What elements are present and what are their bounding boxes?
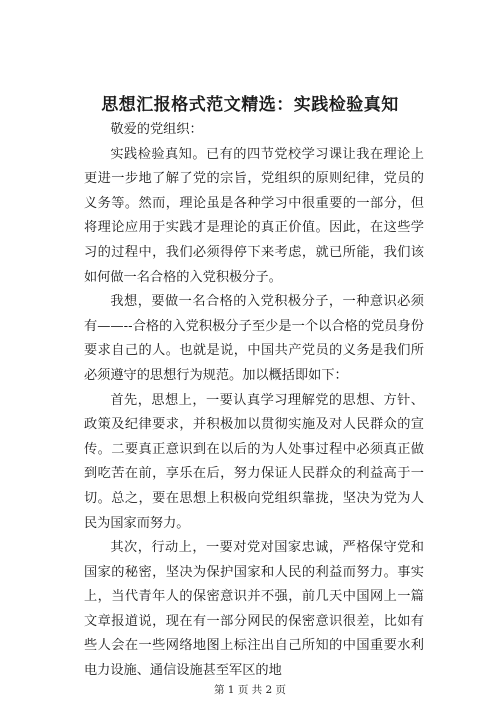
- paragraph-4: 其次，行动上，一要对党对国家忠诚，严格保守党和国家的秘密，坚决为保护国家和人民的利益而努力。事实上，当代青年人的保密意识并不强，前几天中国网上一篇文章报道说，现在有一部分网民的保密意识很差，比如有些人会在一些网络地图上标注出自己所知的中国重要水利电力设施、通信设施甚至军区的地: [84, 540, 424, 679]
- paragraph-2: 我想，要做一名合格的入党积极分子，一种意识必须有——--合格的入党积极分子至少是一个以合格的党员身份要求自己的人。也就是说，中国共产党员的义务是我们所必须遵守的思想行为规范。加以概括即如下：: [84, 294, 424, 383]
- paragraph-1: 实践检验真知。已有的四节党校学习课让我在理论上更进一步地了解了党的宗旨，党组织的原则纪律，党员的义务等。然而，理论虽是各种学习中很重要的一部分，但将理论应用于实践才是理论的真正价值。因此，在这些学习的过程中，我们必须得停下来考虑，就已所能，我们该如何做一名合格的入党积极分子。: [84, 146, 424, 285]
- document-body: [84, 118, 424, 684]
- paragraph-3: 首先，思想上，一要认真学习理解党的思想、方针、政策及纪律要求，并积极加以贯彻实施及对人民群众的宣传。二要真正意识到在以后的为人处事过程中必须真正做到吃苦在前，享乐在后，努力保证人民群众的利益高于一切。总之，要在思想上积极向党组织靠拢，坚决为党为人民为国家而努力。: [84, 392, 424, 531]
- page-footer: 第 1 页 共 2 页: [213, 684, 287, 696]
- document-title: 思想汇报格式范文精选：实践检验真知: [101, 95, 399, 115]
- salutation: 敬爱的党组织：: [110, 122, 203, 137]
